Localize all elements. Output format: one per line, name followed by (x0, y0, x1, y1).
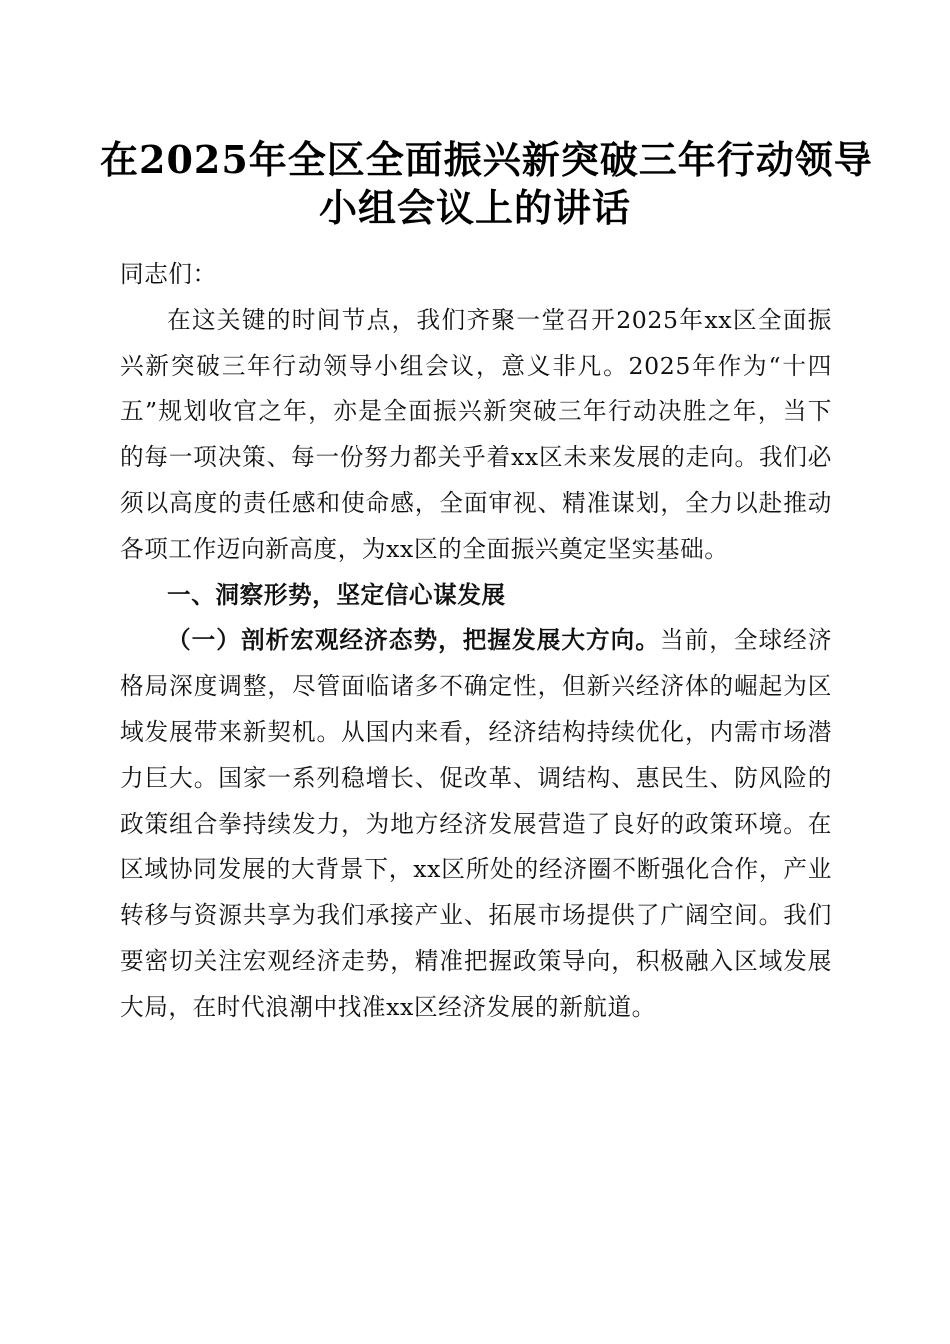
subsection-paragraph (120, 618, 832, 1030)
subsection-body: 当前，全球经济格局深度调整，尽管面临诸多不确定性，但新兴经济体的崛起为区域发展带来新契机。从国内来看，经济结构持续优化，内需市场潜力巨大。国家一系列稳增长、促改革、调结构、惠民生、防风险的政策组合拳持续发力，为地方经济发展营造了良好的政策环境。在区域协同发展的大背景下，xx区所处的经济圈不断强化合作，产业转移与资源共享为我们承接产业、拓展市场提供了广阔空间。我们要密切关注宏观经济走势，精准把握政策导向，积极融入区域发展大局，在时代浪潮中找准xx区经济发展的新航道。 (120, 626, 833, 1021)
document-body (120, 252, 832, 1031)
subsection-lead: （一）剖析宏观经济态势，把握发展大方向。 (167, 626, 660, 655)
title-line-1: 在2025年全区全面振兴新突破三年行动领导 (100, 137, 873, 182)
intro-paragraph: 在这关键的时间节点，我们齐聚一堂召开2025年xx区全面振兴新突破三年行动领导小组会议，意义非凡。2025年作为“十四五”规划收官之年，亦是全面振兴新突破三年行动决胜之年，当下的每一项决策、每一份努力都关乎着xx区未来发展的走向。我们必须以高度的责任感和使命感，全面审视、精准谋划，全力以赴推动各项工作迈向新高度，为xx区的全面振兴奠定坚实基础。 (120, 305, 832, 563)
document-title (100, 136, 873, 232)
section-heading: 一、洞察形势，坚定信心谋发展 (167, 580, 506, 609)
title-line-2: 小组会议上的讲话 (318, 185, 631, 230)
salutation: 同志们： (120, 260, 217, 288)
